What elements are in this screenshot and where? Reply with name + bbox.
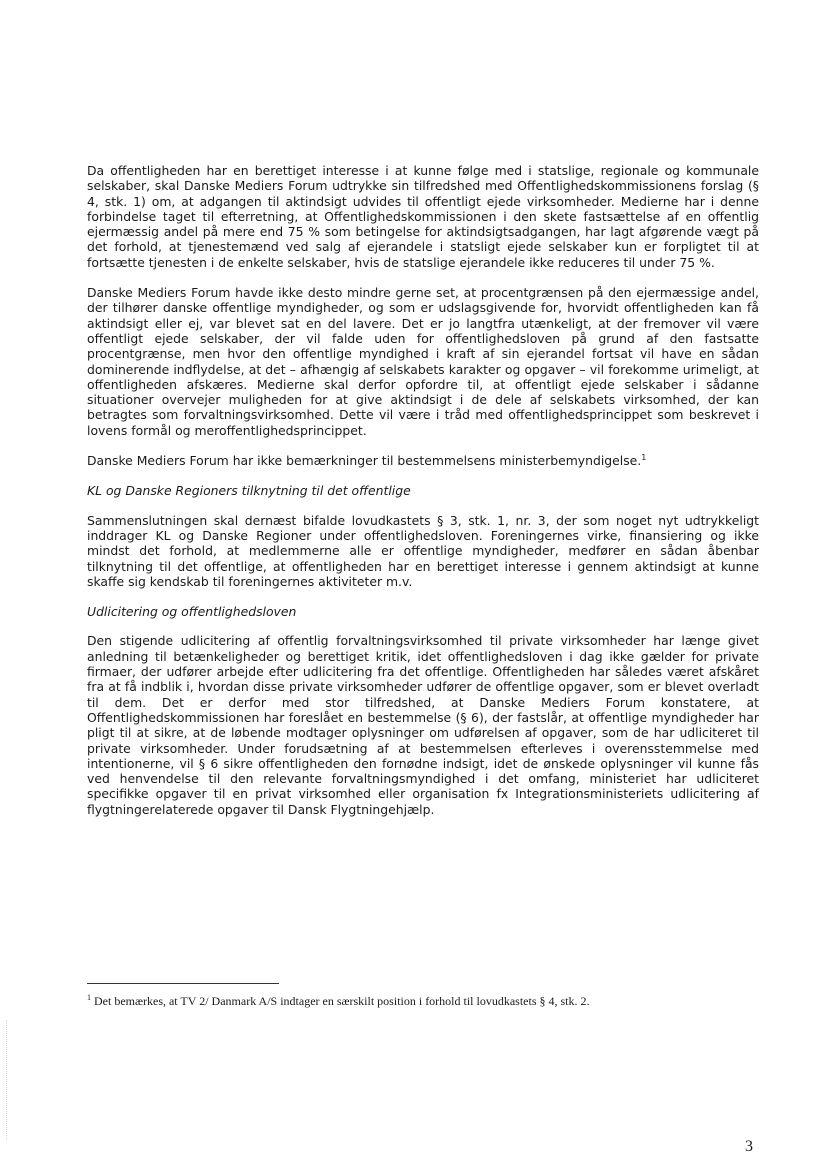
footnote-reference: 1 <box>641 452 647 462</box>
paragraph-kl-regions: Sammenslutningen skal dernæst bifalde lovudkastets § 3, stk. 1, nr. 3, der som noget nyt udtrykkeligt inddrager KL og Danske Regioner under offentlighedsloven. Foreningernes virke, finansiering og ikke mindst det forhold, at medlemmerne alle er offentlige myndigheder, medfører en sådan åbenbar tilknytning til det offentlige, at offentligheden har en berettiget interesse i gennem aktindsigt at kunne skaffe sig kendskab til foreningernes aktiviteter m.v. <box>87 512 759 589</box>
paragraph-ministerial-authority <box>87 453 759 468</box>
paragraph-public-companies: Da offentligheden har en berettiget interesse i at kunne følge med i statslige, regionale og kommunale selskaber, skal Danske Mediers Forum udtrykke sin tilfredshed med Offentlighedskommissionens forslag (§ 4, stk. 1) om, at adgangen til aktindsigt udvides til offentligt ejede virksomheder. Medierne har i denne forbindelse taget til efterretning, at Offentlighedskommissionen i den skete fastsættelse af en offentlig ejermæssig andel på mere end 75 % som betingelse for aktindsigtsadgangen, har lagt afgørende vægt på det forhold, at tjenestemænd ved salg af ejerandele i statsligt ejede selskaber kun er forpligtet til at fortsætte tjenesten i de enkelte selskaber, hvis de statslige ejerandele ikke reduceres til under 75 %. <box>87 163 759 270</box>
footnote-separator <box>87 983 279 984</box>
paragraph-outsourcing: Den stigende udlicitering af offentlig forvaltningsvirksomhed til private virksomheder har længe givet anledning til betænkeligheder og berettiget kritik, idet offentlighedsloven i dag ikke gælder for private firmaer, der udfører arbejde efter udlicitering fra det offentlige. Offentligheden har således været afskåret fra at få indblik i, hvordan disse private virksomheder udfører de offentlige opgaver, som er blevet overladt til dem. Det er derfor med stor tilfredshed, at Danske Mediers Forum konstatere, at Offentlighedskommissionen har foreslået en bestemmelse (§ 6), der fastslår, at offentlige myndigheder har pligt til at sikre, at de løbende modtager oplysninger om udførelsen af opgaver, som de har udliciteret til private virksomheder. Under forudsætning af at bestemmelsen efterleves i overensstemmelse med intentionerne, vil § 6 sikre offentligheden den fornødne indsigt, idet de ønskede oplysninger vil kunne fås ved henvendelse til den relevante forvaltningsmyndighed i det omfang, ministeriet har udliciteret specifikke opgaver til en privat virksomhed eller organisation fx Integrationsministeriets udlicitering af flygtningerelaterede opgaver til Dansk Flygtningehjælp. <box>87 633 759 817</box>
paragraph-ministerial-authority-text: Danske Mediers Forum har ikke bemærkninger til bestemmelsens ministerbemyndigelse. <box>87 453 642 469</box>
scan-artifact <box>6 1020 9 1140</box>
footnote-marker: 1 <box>87 993 91 1002</box>
page-number: 3 <box>745 1138 753 1155</box>
body-text <box>87 163 759 832</box>
section-heading-kl-regions: KL og Danske Regioners tilknytning til det offentlige <box>87 483 411 499</box>
paragraph-percentage-threshold: Danske Mediers Forum havde ikke desto mindre gerne set, at procentgrænsen på den ejermæssige andel, der tilhører danske offentlige myndigheder, og som er udslagsgivende for, hvorvidt offentligheden kan få aktindsigt eller ej, var blevet sat en del lavere. Det er jo langtfra utænkeligt, at der fremover vil være offentligt ejede selskaber, der vil falde uden for offentlighedsloven på grund af den fastsatte procentgrænse, men hvor den offentlige myndighed i kraft af sin ejerandel fortsat vil have en sådan dominerende indflydelse, at det – afhængig af selskabets karakter og opgaver – vil forekomme urimeligt, at offentligheden afskæres. Medierne skal derfor opfordre til, at offentligt ejede selskaber i sådanne situationer overvejer muligheden for at give aktindsigt i de dele af selskabets virksomhed, der kan betragtes som forvaltningsvirksomhed. Dette vil være i tråd med offentlighedsprincippet som beskrevet i lovens formål og meroffentlighedsprincippet. <box>87 285 759 438</box>
footnote-text: Det bemærkes, at TV 2/ Danmark A/S indtager en særskilt position i forhold til lovudkastets § 4, stk. 2. <box>91 994 590 1008</box>
footnote <box>87 991 759 1008</box>
section-heading-outsourcing: Udlicitering og offentlighedsloven <box>87 604 297 620</box>
